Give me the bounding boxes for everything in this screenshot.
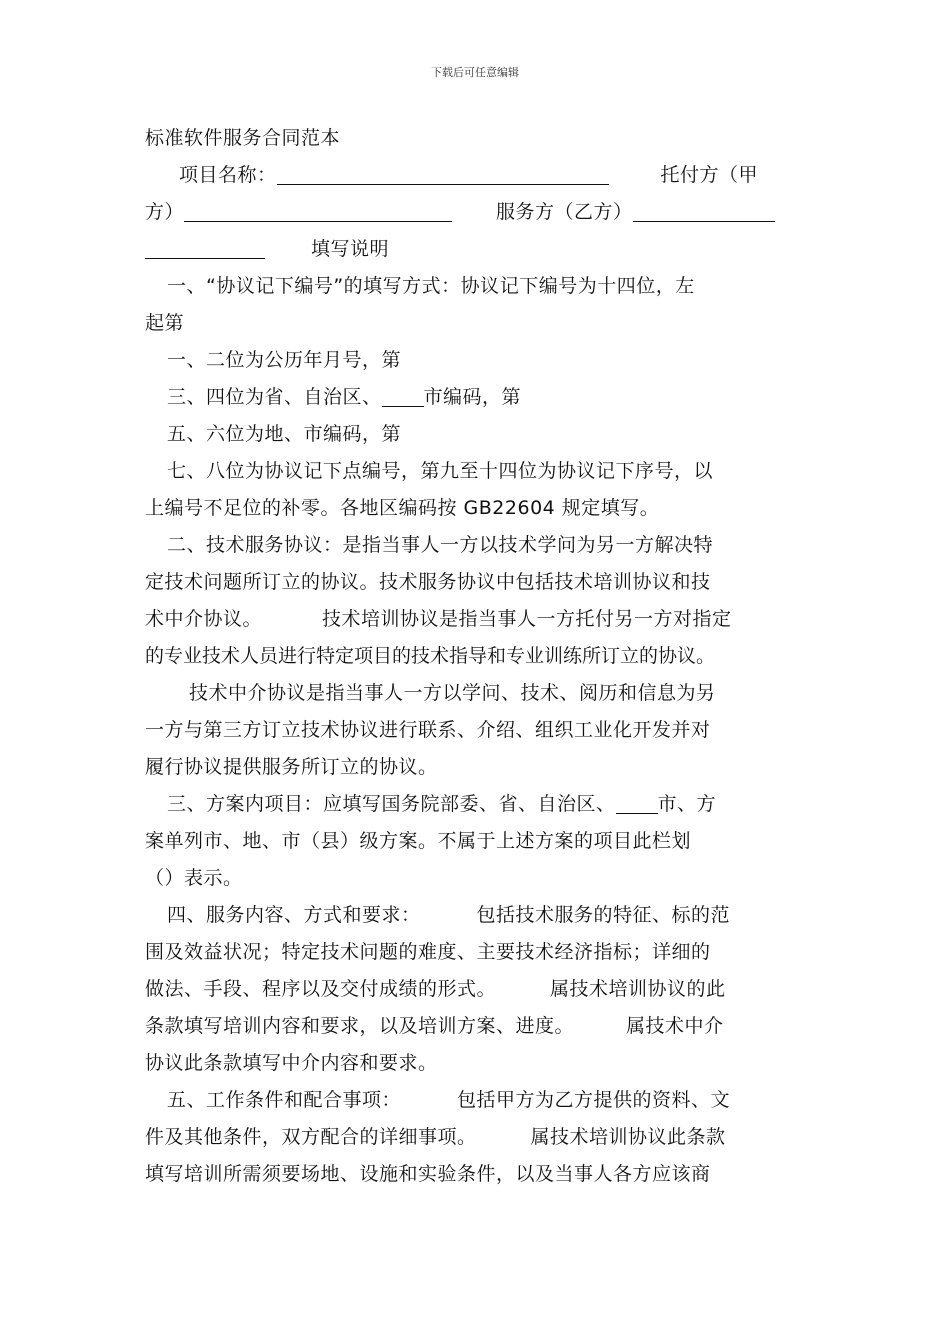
paragraph-6-line-3 [145, 601, 805, 638]
p8-text-a1: 三、方案内项目：应填写国务院部委、省、自治区、 [167, 793, 616, 815]
client-label-part2: 方） [145, 201, 185, 223]
p10-text-b2: 属技术培训协议此条款 [530, 1126, 726, 1148]
paragraph-5-line-1 [145, 453, 805, 490]
paragraph-10-line-2 [145, 1119, 805, 1156]
paragraph-1-line-1 [145, 268, 805, 305]
p10-text-a2: 包括甲方为乙方提供的资料、文 [457, 1089, 731, 1111]
city-blank-field-2[interactable] [616, 791, 658, 814]
provider-name-field[interactable] [633, 199, 775, 222]
p6-text-a: 二、技术服务协议：是指当事人一方以技术学问为另一方解决特 [167, 534, 714, 556]
project-line [145, 157, 805, 194]
p3-text-b: 市编码，第 [423, 386, 522, 408]
paragraph-7-line-2: 一方与第三方订立技术协议进行联系、介绍、组织工业化开发并对 [145, 719, 711, 741]
p9-text-a2: 包括技术服务的特征、标的范 [476, 904, 731, 926]
client-label-part1: 托付方（甲 [660, 164, 759, 186]
paragraph-7-line-3: 履行协议提供服务所订立的协议。 [145, 756, 438, 778]
p7-text-a: 技术中介协议是指当事人一方以学问、技术、阅历和信息为另 [189, 682, 716, 704]
party-line [145, 194, 805, 231]
document-body [145, 120, 805, 1193]
paragraph-9-line-1 [145, 897, 805, 934]
paragraph-2 [145, 342, 805, 379]
city-blank-field[interactable] [382, 384, 424, 407]
p10-text-a1: 五、工作条件和配合事项： [167, 1089, 402, 1111]
paragraph-8-line-2: 案单列市、地、市（县）级方案。不属于上述方案的项目此栏划 [145, 830, 692, 852]
paragraph-5-line-2: 上编号不足位的补零。各地区编码按 GB22604 规定填写。 [145, 497, 660, 519]
p10-text-b1: 件及其他条件，双方配合的详细事项。 [145, 1126, 477, 1148]
paragraph-9-line-3 [145, 971, 805, 1008]
p8-text-a2: 市、方 [657, 793, 717, 815]
instructions-title: 填写说明 [311, 238, 390, 260]
client-name-field[interactable] [184, 199, 452, 222]
paragraph-9-line-4 [145, 1008, 805, 1045]
p9-text-c1: 做法、手段、程序以及交付成绩的形式。 [145, 978, 497, 1000]
paragraph-6-line-4: 的专业技术人员进行特定项目的技术指导和专业训练所订立的协议。 [145, 645, 716, 667]
p2-text: 一、二位为公历年月号，第 [167, 349, 402, 371]
p3-text-a: 三、四位为省、自治区、 [167, 386, 382, 408]
paragraph-10-line-3: 填写培训所需须要场地、设施和实验条件，以及当事人各方应该商 [145, 1163, 711, 1185]
paragraph-8-line-3: （）表示。 [145, 867, 243, 889]
paragraph-6-line-2: 定技术问题所订立的协议。技术服务协议中包括技术培训协议和技 [145, 571, 711, 593]
paragraph-3 [145, 379, 805, 416]
paragraph-8-line-1 [145, 786, 805, 823]
paragraph-1-line-2: 起第 [145, 312, 185, 334]
document-title: 标准软件服务合同范本 [145, 127, 341, 149]
paragraph-9-line-5: 协议此条款填写中介内容和要求。 [145, 1052, 438, 1074]
project-name-field[interactable] [277, 162, 609, 185]
p4-text: 五、六位为地、市编码，第 [167, 423, 402, 445]
p6-text-c1: 术中介协议。 [145, 608, 263, 630]
project-name-label: 项目名称： [179, 164, 277, 186]
paragraph-10-line-1 [145, 1082, 805, 1119]
p9-text-c2: 属技术培训协议的此 [550, 978, 726, 1000]
p6-text-c2: 技术培训协议是指当事人一方托付另一方对指定 [322, 608, 732, 630]
p1-text-a: 一、“协议记下编号”的填写方式：协议记下编号为十四位，左 [167, 275, 695, 297]
instructions-line [145, 231, 805, 268]
paragraph-6-line-1 [145, 527, 805, 564]
paragraph-9-line-2: 围及效益状况；特定技术问题的难度、主要技术经济指标；详细的 [145, 941, 711, 963]
paragraph-4 [145, 416, 805, 453]
p9-text-a1: 四、服务内容、方式和要求： [167, 904, 421, 926]
page-header-note: 下载后可任意编辑 [431, 66, 519, 79]
p9-text-d1: 条款填写培训内容和要求，以及培训方案、进度。 [145, 1015, 575, 1037]
paragraph-7-line-1 [145, 675, 805, 712]
provider-name-field-continued[interactable] [145, 236, 265, 259]
provider-label: 服务方（乙方） [496, 201, 633, 223]
p9-text-d2: 属技术中介 [626, 1015, 724, 1037]
p5-text-a: 七、八位为协议记下点编号，第九至十四位为协议记下序号，以 [167, 460, 714, 482]
